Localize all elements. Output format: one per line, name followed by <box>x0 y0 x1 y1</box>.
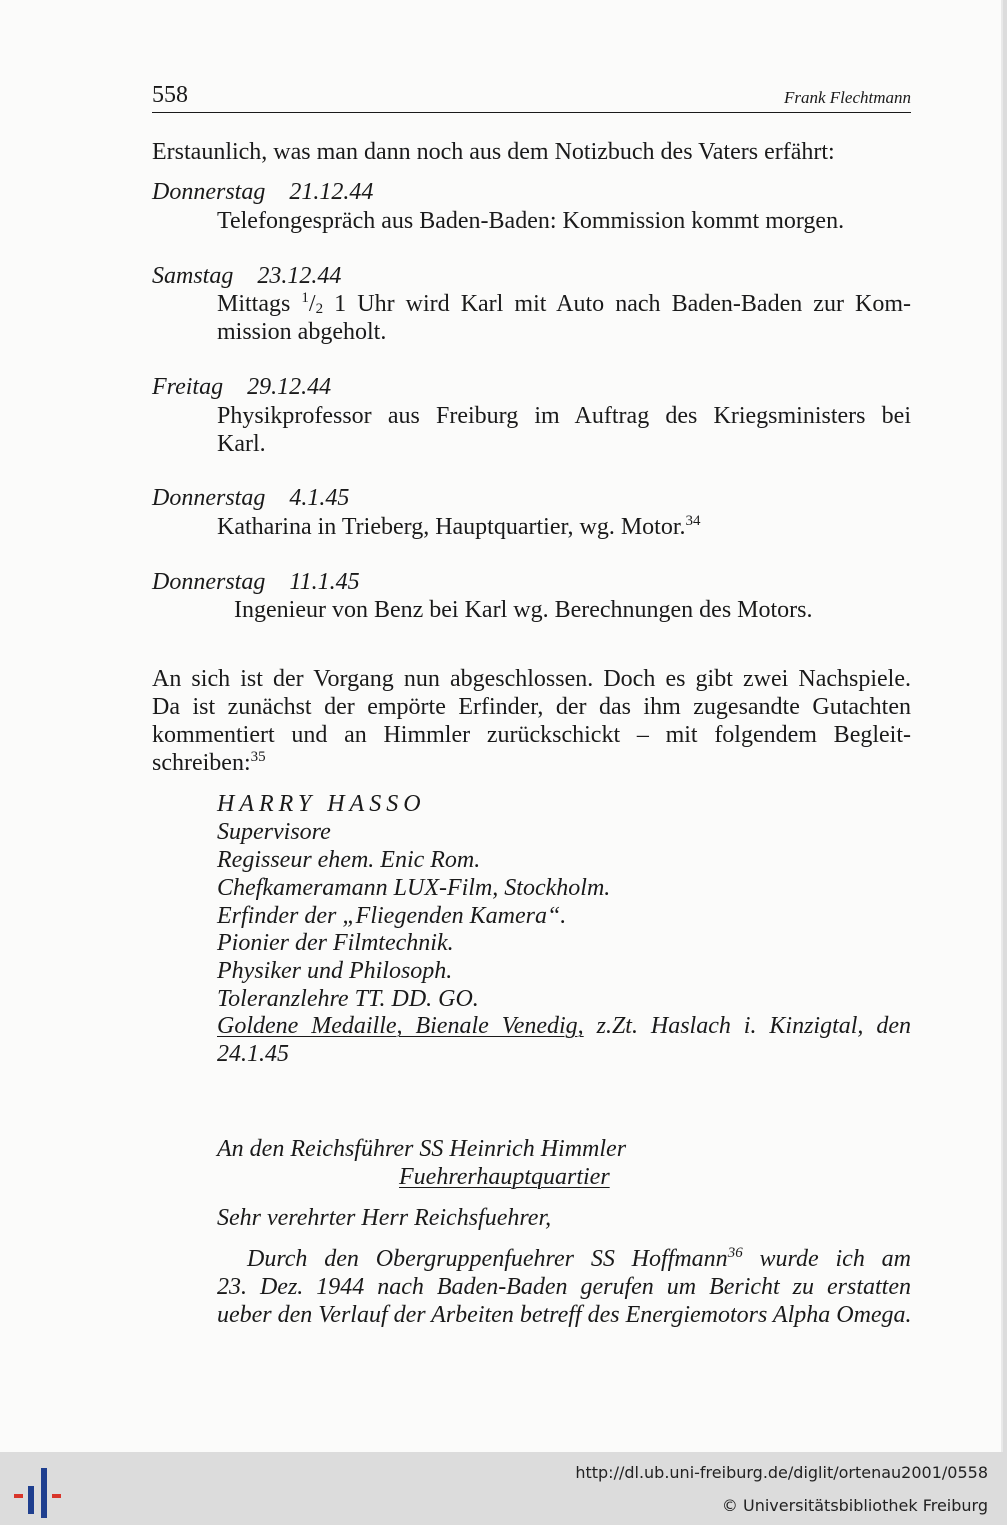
entry-day: Donnerstag <box>152 179 266 205</box>
entry-date <box>152 484 349 512</box>
entry-day: Samstag <box>152 263 234 289</box>
entry-text: Katharina in Trieberg, Hauptquartier, wg. Motor.$^{34}$ <box>217 513 701 540</box>
entry-text: Ingenieur von Benz bei Karl wg. Berechnungen des Motors. <box>234 597 813 623</box>
dateline-date: 24.1.45 <box>217 1041 289 1067</box>
entry-date-value: 11.1.45 <box>289 569 360 595</box>
entry-date-value: 29.12.44 <box>247 374 332 400</box>
footnote-marker: 34 <box>685 513 701 529</box>
entry-day: Donnerstag <box>152 485 266 511</box>
entry-date-value: 4.1.45 <box>289 485 350 511</box>
fraction-numerator: 1 <box>301 290 309 306</box>
letter-body <box>217 1245 911 1329</box>
letterhead-line: Toleranzlehre TT. DD. GO. <box>217 986 479 1012</box>
entry-date <box>152 262 341 290</box>
letterhead-name: HARRY HASSO <box>217 791 426 817</box>
footnote-marker: 35 <box>250 749 266 765</box>
letter-salutation: Sehr verehrter Herr Reichsfuehrer, <box>217 1205 552 1231</box>
letterhead-line: Regisseur ehem. Enic Rom. <box>217 847 481 873</box>
page-number: 558 <box>152 82 188 108</box>
paragraph-line: schreiben:$^{35}$ <box>152 749 266 776</box>
entry-text-line: Physikprofessor aus Freiburg im Auftrag des Kriegsministers bei <box>217 403 911 429</box>
letterhead-line: Supervisore <box>217 819 331 845</box>
letterhead-line: Erfinder der „Fliegenden Kamera“. <box>217 903 567 929</box>
footer-copyright: © Universitätsbibliothek Freiburg <box>721 1496 988 1515</box>
letter-addressee: An den Reichsführer SS Heinrich Himmler <box>217 1136 627 1162</box>
entry-date <box>152 178 373 206</box>
letterhead-dateline <box>217 1012 911 1068</box>
paragraph-line: kommentiert und an Himmler zurückschickt – mit folgendem Begleit- <box>152 722 911 748</box>
letter-body-line: Durch den Obergruppenfuehrer SS Hoffmann$^{36}$ wurde ich am <box>247 1245 912 1272</box>
intro-text: Erstaunlich, was man dann noch aus dem Notizbuch des Vaters erfährt: <box>152 139 835 165</box>
fraction-denominator: 2 <box>315 301 324 317</box>
entry-text-line: mission abgeholt. <box>217 319 387 345</box>
paragraph-line: Da ist zunächst der empörte Erfinder, der das ihm zugesandte Gutachten <box>152 694 911 720</box>
footer-url-link[interactable]: http://dl.ub.uni-freiburg.de/diglit/ortenau2001/0558 <box>575 1463 988 1482</box>
entry-date <box>152 568 360 596</box>
letter-location: Fuehrerhauptquartier <box>399 1164 610 1190</box>
ub-freiburg-logo-icon <box>14 1464 64 1520</box>
entry-text: Telefongespräch aus Baden-Baden: Kommission kommt morgen. <box>217 208 845 234</box>
running-head: Frank Flechtmann <box>784 88 911 107</box>
letterhead-line: Chefkameramann LUX-Film, Stockholm. <box>217 875 611 901</box>
dateline-line <box>217 1012 911 1040</box>
entry-text-block <box>217 402 911 458</box>
paragraph-line: An sich ist der Vorgang nun abgeschlossen. Doch es gibt zwei Nachspiele. <box>152 666 911 692</box>
entry-date <box>152 373 331 401</box>
entry-text-block <box>217 290 911 346</box>
entry-day: Freitag <box>152 374 224 400</box>
page-header <box>152 80 911 113</box>
letter-body-line: 23. Dez. 1944 nach Baden-Baden gerufen um Bericht zu erstatten <box>217 1274 911 1300</box>
letterhead-line: Physiker und Philosoph. <box>217 958 453 984</box>
letterhead-line: Pionier der Filmtechnik. <box>217 930 454 956</box>
medal-text: Goldene Medaille, Bienale Venedig, <box>217 1013 584 1039</box>
entry-day: Donnerstag <box>152 569 266 595</box>
letter-body-line: ueber den Verlauf der Arbeiten betreff des Energiemotors Alpha Omega. <box>217 1302 912 1328</box>
entry-text-line: Karl. <box>217 431 266 457</box>
place-date: z.Zt. Haslach i. Kinzigtal, den <box>583 1013 911 1039</box>
body-paragraph <box>152 665 911 777</box>
footnote-marker: 36 <box>727 1245 743 1261</box>
entry-text-line: Mittags $^1$/2 1 Uhr wird Karl mit Auto nach Baden-Baden zur Kom- <box>217 290 912 317</box>
entry-date-value: 23.12.44 <box>257 263 342 289</box>
entry-date-value: 21.12.44 <box>289 179 374 205</box>
